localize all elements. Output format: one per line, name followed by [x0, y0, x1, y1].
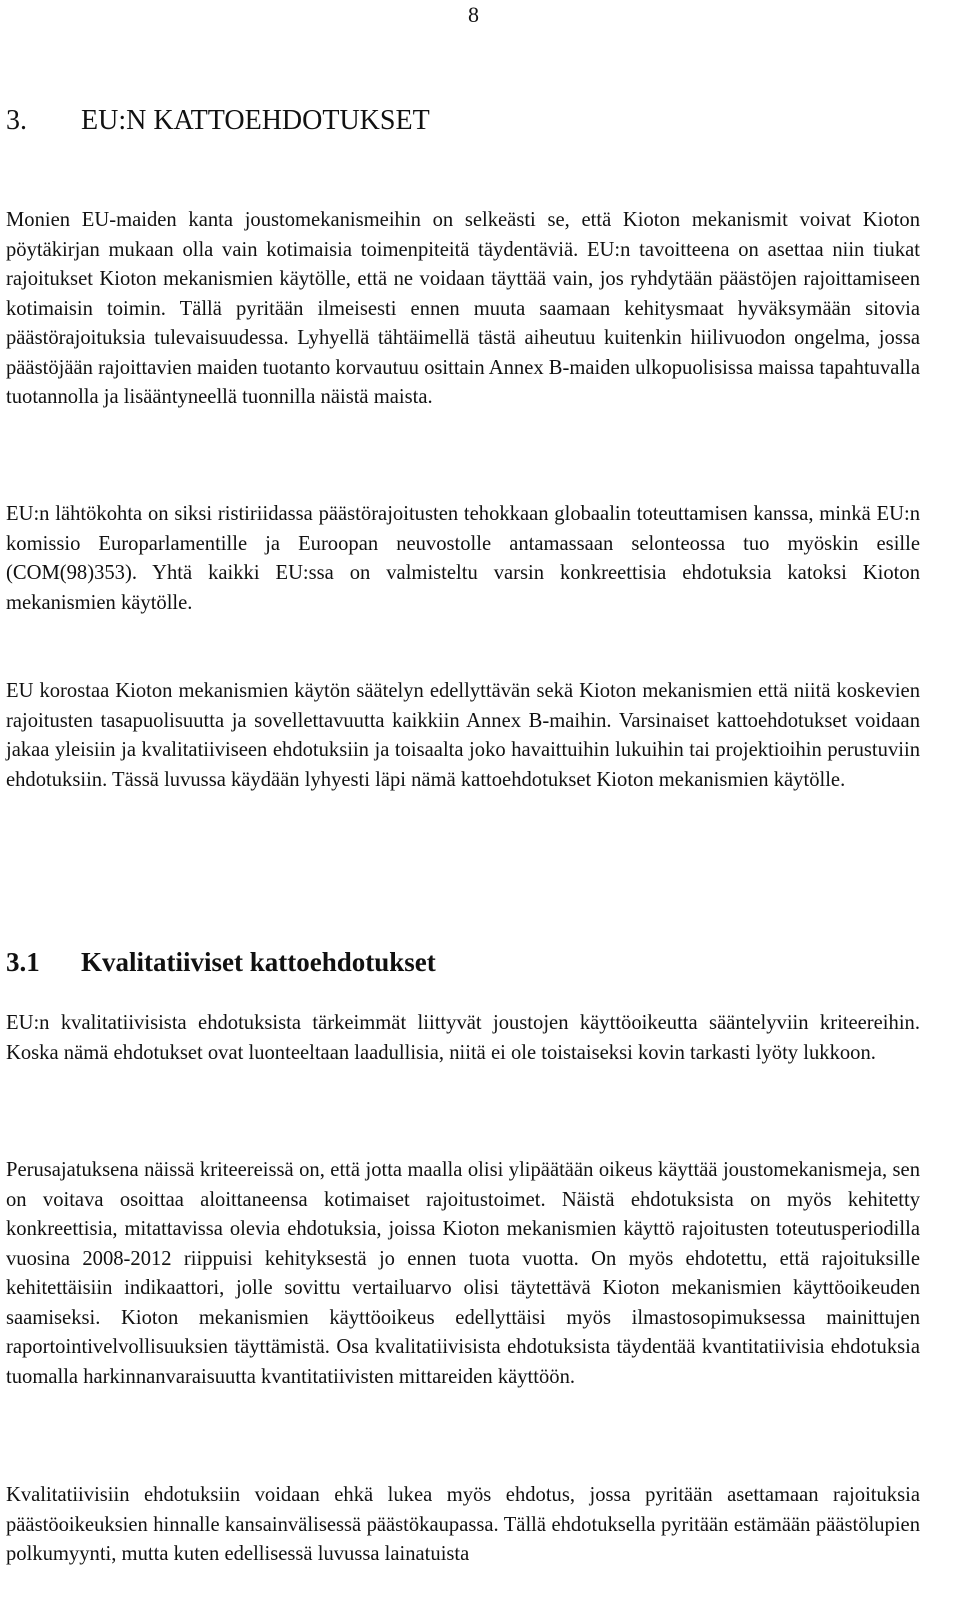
section-paragraph-1: EU:n kvalitatiivisista ehdotuksista tärkeimmät liittyvät joustojen käyttöoikeutta sääntelyviin kriteereihin. Koska nämä ehdotukset ovat luonteeltaan laadullisia, niitä ei ole toistaiseksi kovin tarkasti lyöty lukkoon. — [6, 1012, 920, 1064]
chapter-heading — [6, 104, 430, 138]
section-number: 3.1 — [6, 947, 40, 977]
section-paragraph-2: Perusajatuksena näissä kriteereissä on, että jotta maalla olisi ylipäätään oikeus käyttää joustomekanismeja, sen on voitava osoittaa aloittaneensa kotimaiset rajoitustoimet. Näistä ehdotuksista on myös kehitetty konkreettisia, mitattavissa olevia ehdotuksia, joissa Kioton mekanismien käyttö rajoitusten toteutusperiodilla vuosina 2008-2012 riippuisi kehityksestä jo ennen tuota vuotta. On myös ehdotettu, että rajoituksille kehitettäisiin indikaattori, jolle sovittu vertailuarvo olisi täytettävä Kioton mekanismien käyttöoikeuden saamiseksi. Kioton mekanismien käyttöoikeus edellyttäisi myös ilmastosopimuksessa mainittujen raportointivelvollisuuksien täyttämistä. Osa kvalitatiivisista ehdotuksista täydentää kvantitatiivisia ehdotuksia tuomalla harkinnanvaraisuutta kvantitatiivisten mittareiden käyttöön. — [6, 1159, 920, 1388]
chapter-title: EU:N KATTOEHDOTUKSET — [81, 105, 430, 136]
paragraph-3: EU korostaa Kioton mekanismien käytön säätelyn edellyttävän sekä Kioton mekanismien että niitä koskevien rajoitusten tasapuolisuutta ja sovellettavuutta kaikkiin Annex B-maihin. Varsinaiset kattoehdotukset voidaan jakaa yleisiin ja kvalitatiiviseen ehdotuksiin ja toisaalta joko havaittuihin lukuihin tai projektioihin perustuviin ehdotuksiin. Tässä luvussa käydään lyhyesti läpi nämä kattoehdotukset Kioton mekanismien käytölle. — [6, 680, 920, 791]
section-paragraph-3: Kvalitatiivisiin ehdotuksiin voidaan ehkä lukea myös ehdotus, jossa pyritään asettamaan rajoituksia päästöoikeuksien hinnalle kansainvälisessä päästökaupassa. Tällä ehdotuksella pyritään estämään päästölupien polkumyynti, mutta kuten edellisessä luvussa lainatuista — [6, 1484, 920, 1565]
paragraph-1: Monien EU-maiden kanta joustomekanismeihin on selkeästi se, että Kioton mekanismit voivat Kioton pöytäkirjan mukaan olla vain kotimaisia toimenpiteitä täydentäviä. EU:n tavoitteena on asettaa niin tiukat rajoitukset Kioton mekanismien käytölle, että ne voidaan täyttää vain, jos ryhdytään päästöjen rajoittamiseen kotimaisin toimin. Tällä pyritään ilmeisesti ennen muuta saamaan kehitysmaat hyväksymään sitovia päästörajoituksia tulevaisuudessa. Lyhyellä tähtäimellä tästä aiheutuu kuitenkin hiilivuodon ongelma, jossa päästöjään rajoittavien maiden tuotanto korvautuu osittain Annex B-maiden ulkopuolisissa maissa tapahtuvalla tuotannolla ja lisääntyneellä tuonnilla näistä maista. — [6, 209, 920, 408]
chapter-number: 3. — [6, 105, 27, 136]
page-number: 8 — [468, 2, 479, 27]
paragraph-2: EU:n lähtökohta on siksi ristiriidassa päästörajoitusten tehokkaan globaalin toteuttamisen kanssa, minkä EU:n komissio Europarlamentille ja Euroopan neuvostolle antamassaan selonteossa tuo myöskin esille (COM(98)353). Yhtä kaikki EU:ssa on valmisteltu varsin konkreettisia ehdotuksia katoksi Kioton mekanismien käytölle. — [6, 503, 920, 614]
section-heading — [6, 945, 436, 979]
section-title: Kvalitatiiviset kattoehdotukset — [81, 947, 436, 977]
